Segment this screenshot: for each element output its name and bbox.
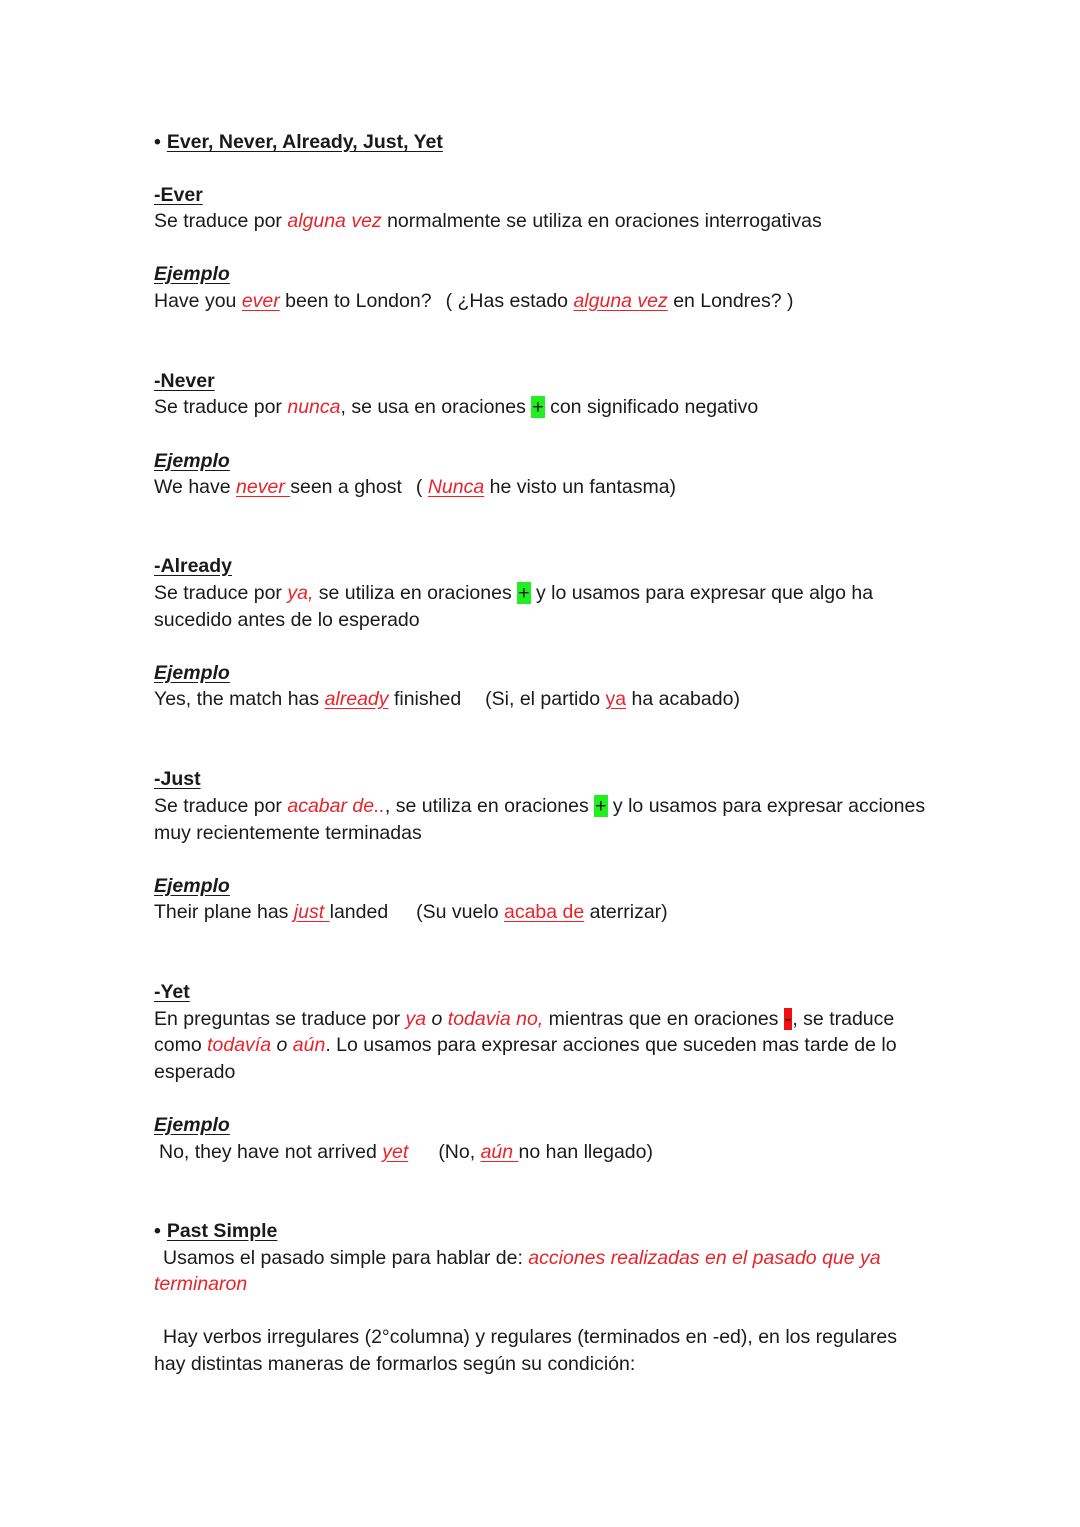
past-simple-description: Usamos el pasado simple para hablar de: acciones realizadas en el pasado que ya — [163, 1247, 881, 1269]
bullet-icon: • — [154, 131, 161, 153]
just-example: Their plane has just landed (Su vuelo acaba de aterrizar) — [154, 901, 668, 923]
already-example-translation: (Si, el partido ya ha acabado) — [485, 688, 740, 710]
never-example: We have never seen a ghost ( Nunca he visto un fantasma) — [154, 476, 677, 498]
already-ejemplo-label: Ejemplo — [154, 662, 230, 684]
past-simple-para-line2: hay distintas maneras de formarlos según su condición: — [154, 1353, 636, 1375]
yet-description: En preguntas se traduce por ya o todavia no, mientras que en oraciones -, se traduce — [154, 1008, 895, 1030]
never-ejemplo-label: Ejemplo — [154, 450, 230, 472]
yet-example-translation: (No, aún no han llegado) — [438, 1141, 653, 1163]
yet-description-end: esperado — [154, 1061, 236, 1083]
positive-mark: + — [595, 795, 607, 817]
ever-description: Se traduce por alguna vez normalmente se utiliza en oraciones interrogativas — [154, 210, 822, 232]
yet-description-cont: como todavía o aún. Lo usamos para expresar acciones que suceden mas tarde de lo — [154, 1034, 897, 1056]
past-simple-para-line1: Hay verbos irregulares (2°columna) y regulares (terminados en -ed), en los regulares — [163, 1326, 897, 1348]
past-simple-title: Past Simple — [166, 1220, 278, 1242]
positive-mark: + — [532, 396, 544, 418]
ever-ejemplo-label: Ejemplo — [154, 263, 230, 285]
already-description: Se traduce por ya, se utiliza en oraciones + y lo usamos para expresar que algo ha — [154, 582, 874, 604]
just-ejemplo-label: Ejemplo — [154, 875, 230, 897]
past-simple-description-cont: terminaron — [154, 1273, 248, 1295]
never-title: -Never — [154, 370, 215, 392]
just-title: -Just — [154, 768, 201, 790]
never-description: Se traduce por nunca, se usa en oraciones + con significado negativo — [154, 396, 759, 418]
section-title: Ever, Never, Already, Just, Yet — [166, 131, 443, 153]
section-heading-past-simple — [154, 1218, 277, 1245]
negative-mark: - — [784, 1008, 792, 1030]
ever-example-translation: ( ¿Has estado alguna vez en Londres? ) — [445, 290, 794, 312]
just-example-translation: (Su vuelo acaba de aterrizar) — [416, 901, 668, 923]
never-example-translation: ( Nunca he visto un fantasma) — [415, 476, 677, 498]
already-title: -Already — [154, 555, 233, 577]
yet-ejemplo-label: Ejemplo — [154, 1114, 230, 1136]
ever-title: -Ever — [154, 184, 203, 206]
section-heading-adverbs — [154, 129, 443, 156]
ever-example: Have you ever been to London? ( ¿Has estado alguna vez en Londres? ) — [154, 290, 794, 312]
already-example: Yes, the match has already finished (Si, el partido ya ha acabado) — [154, 688, 740, 710]
bullet-icon: • — [154, 1220, 161, 1242]
yet-title: -Yet — [154, 981, 190, 1003]
already-description-cont: sucedido antes de lo esperado — [154, 609, 420, 631]
yet-example: No, they have not arrived yet (No, aún no han llegado) — [159, 1141, 653, 1163]
just-description-cont: muy recientemente terminadas — [154, 822, 422, 844]
just-description: Se traduce por acabar de.., se utiliza en oraciones + y lo usamos para expresar acciones — [154, 795, 926, 817]
positive-mark: + — [518, 582, 530, 604]
ever-translation: alguna vez — [287, 210, 382, 232]
